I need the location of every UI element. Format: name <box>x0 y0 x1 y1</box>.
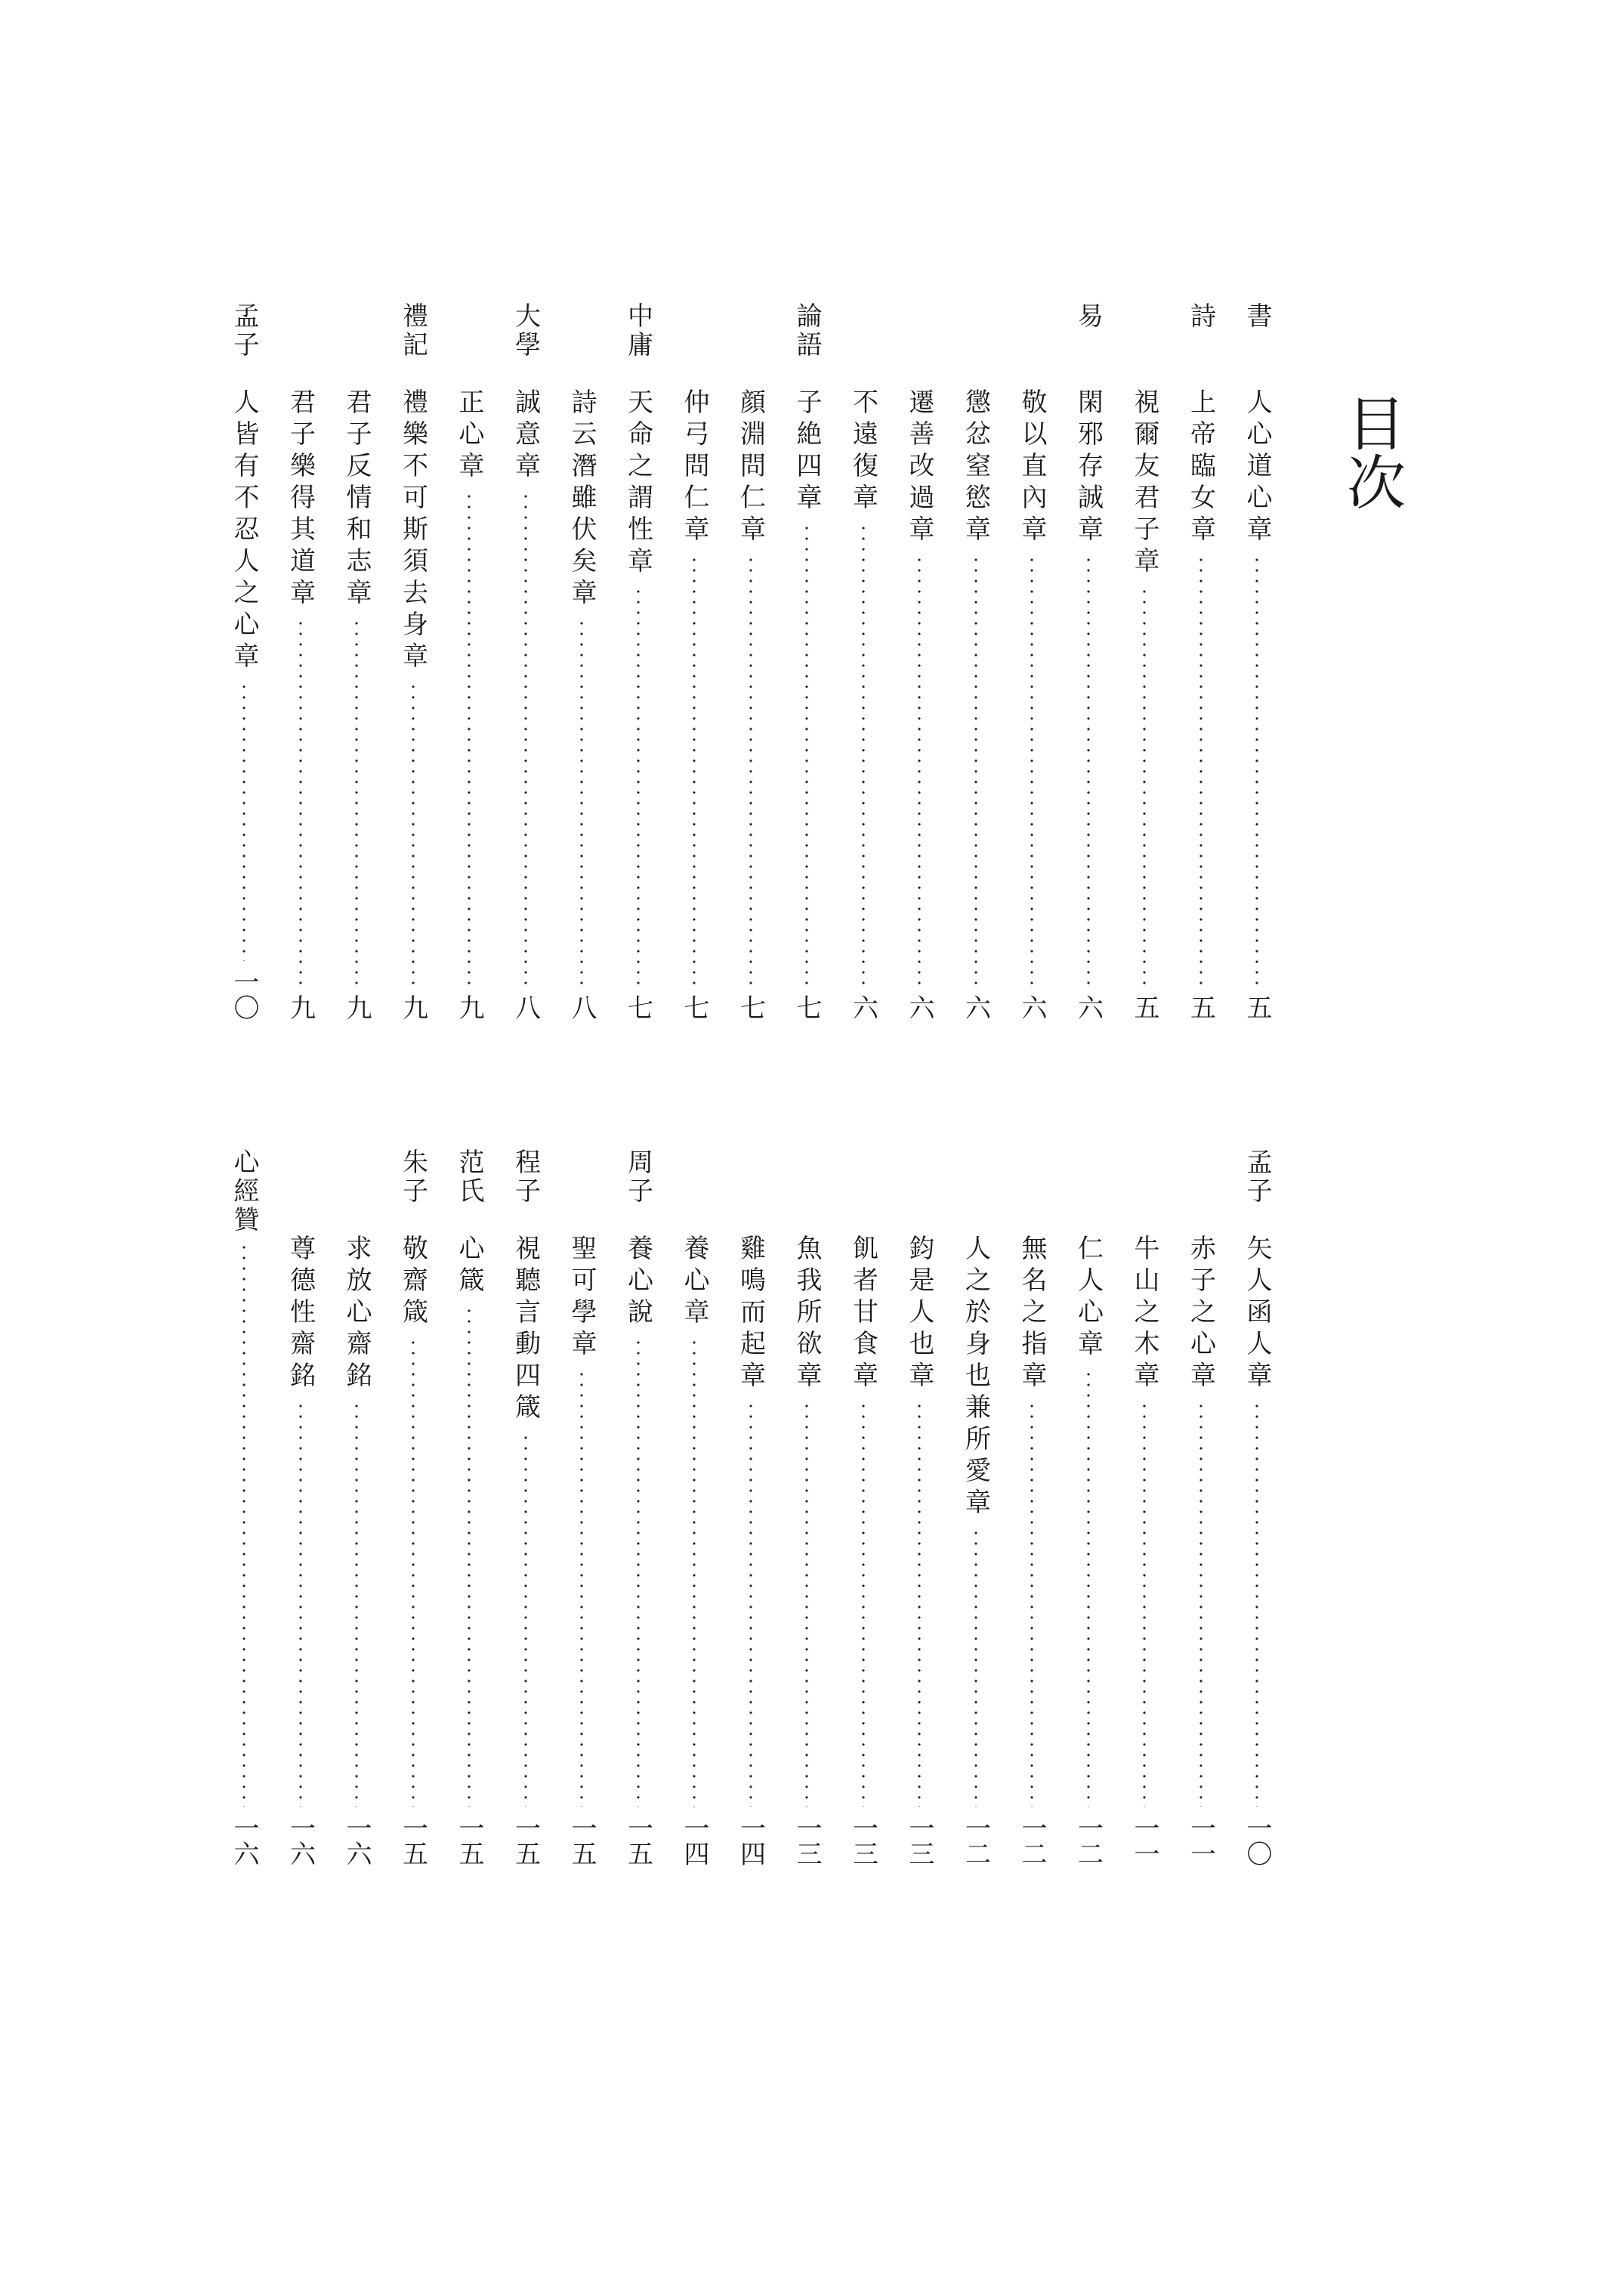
toc-entry <box>226 1148 262 1866</box>
toc-entry-title: 仲弓問仁章 <box>679 388 709 547</box>
toc-leader-dots <box>693 555 696 987</box>
toc-page-number: 一五 <box>454 1815 484 1866</box>
toc-entry-title: 禮樂不可斯須去身章 <box>397 388 428 674</box>
toc-leader-dots <box>1199 1401 1203 1807</box>
toc-entry <box>226 302 262 1020</box>
toc-entry <box>563 1148 600 1866</box>
toc-page-number: 六 <box>960 994 991 1020</box>
toc-entry <box>1239 1148 1275 1866</box>
toc-entry-title: 魚我所欲章 <box>792 1235 822 1393</box>
toc-entry-title: 閑邪存誠章 <box>1073 388 1104 547</box>
toc-entry-title: 聖可學章 <box>567 1235 597 1361</box>
toc-entry <box>283 302 319 1020</box>
toc-page-number: 一四 <box>679 1815 709 1866</box>
toc-page-number: 五 <box>1242 994 1272 1020</box>
toc-entry-title: 敬齋箴 <box>397 1235 428 1330</box>
toc-leader-dots <box>299 618 302 987</box>
toc-page-number: 六 <box>904 994 934 1020</box>
toc-page-number: 九 <box>285 994 316 1020</box>
toc-section-label: 心經贊 <box>229 1148 259 1235</box>
toc-leader-dots <box>580 618 583 987</box>
toc-leader-dots <box>1199 555 1203 987</box>
toc-section-label: 詩 <box>1185 302 1216 331</box>
toc-entry-title: 天命之謂性章 <box>622 388 653 579</box>
toc-leader-dots <box>468 491 471 987</box>
toc-entry-title: 赤子之心章 <box>1185 1235 1216 1393</box>
toc-entry-title: 人之於身也兼所愛章 <box>960 1235 991 1520</box>
toc-leader-dots <box>805 523 808 987</box>
toc-entry <box>1014 1148 1050 1866</box>
toc-page-number: 一一 <box>1129 1815 1159 1866</box>
toc-leader-dots <box>1143 1401 1146 1807</box>
toc-entry-title: 養心章 <box>679 1235 709 1330</box>
toc-entry-title: 雞鳴而起章 <box>735 1235 766 1393</box>
toc-page-number: 七 <box>622 994 653 1020</box>
toc-entry-title: 心箴 <box>454 1235 484 1298</box>
toc-leader-dots <box>749 1401 752 1807</box>
toc-page-number: 一六 <box>285 1815 316 1866</box>
toc-entry <box>901 1148 937 1866</box>
toc-entry-title: 不遠復章 <box>848 388 878 515</box>
toc-entry <box>676 1148 712 1866</box>
toc-section-label: 論語 <box>792 302 822 360</box>
toc-page-number: 六 <box>1073 994 1104 1020</box>
toc-entry-title: 人皆有不忍人之心章 <box>229 388 259 674</box>
toc-section-label: 孟子 <box>1242 1148 1272 1206</box>
toc-entry <box>676 302 712 1020</box>
toc-page-number: 一六 <box>341 1815 372 1866</box>
toc-entry-title: 仁人心章 <box>1073 1235 1104 1361</box>
toc-entry <box>901 302 937 1020</box>
toc-page-number: 七 <box>792 994 822 1020</box>
toc-page-number: 一四 <box>735 1815 766 1866</box>
toc-entry <box>395 302 431 1020</box>
toc-page-number: 一二 <box>960 1815 991 1866</box>
toc-page-number: 八 <box>510 994 541 1020</box>
toc-page-number: 七 <box>735 994 766 1020</box>
toc-entry <box>451 302 487 1020</box>
toc-leader-dots <box>974 1528 977 1807</box>
toc-entry <box>1126 1148 1162 1866</box>
toc-leader-dots <box>355 1401 358 1807</box>
toc-entry <box>958 302 994 1020</box>
toc-page-number: 一五 <box>622 1815 653 1866</box>
toc-section-label: 孟子 <box>229 302 259 360</box>
toc-entry <box>1070 1148 1107 1866</box>
toc-entry <box>845 302 881 1020</box>
toc-entry <box>789 1148 825 1866</box>
toc-page-number: 一五 <box>567 1815 597 1866</box>
toc-page-number: 一三 <box>792 1815 822 1866</box>
toc-entry-title: 求放心齋銘 <box>341 1235 372 1393</box>
toc-entry-title: 視爾友君子章 <box>1129 388 1159 579</box>
toc-entry <box>958 1148 994 1866</box>
toc-leader-dots <box>1255 555 1258 987</box>
toc-entry-title: 養心說 <box>622 1235 653 1330</box>
toc-entry-title: 上帝臨女章 <box>1185 388 1216 547</box>
toc-leader-dots <box>242 681 245 961</box>
toc-page-number: 一五 <box>397 1815 428 1866</box>
toc-entry-title: 尊德性齋銘 <box>285 1235 316 1393</box>
toc-leader-dots <box>974 555 977 987</box>
toc-entry <box>395 1148 431 1866</box>
toc-leader-dots <box>1255 1401 1258 1807</box>
toc-leader-dots <box>355 618 358 987</box>
toc-entry-title: 懲忿窒慾章 <box>960 388 991 547</box>
toc-leader-dots <box>749 555 752 987</box>
toc-entry <box>1239 302 1275 1020</box>
toc-entry-title: 子絶四章 <box>792 388 822 515</box>
toc-leader-dots <box>524 491 527 987</box>
toc-entry <box>1183 1148 1219 1866</box>
toc-entry <box>789 302 825 1020</box>
toc-leader-dots <box>412 1337 415 1807</box>
toc-entry <box>338 302 375 1020</box>
toc-entry-title: 矢人函人章 <box>1242 1235 1272 1393</box>
toc-page-number: 一三 <box>904 1815 934 1866</box>
toc-section-label: 周子 <box>622 1148 653 1206</box>
toc-page-number: 七 <box>679 994 709 1020</box>
toc-section-label: 范氏 <box>454 1148 484 1206</box>
toc-section-label: 禮記 <box>397 302 428 360</box>
toc-leader-dots <box>637 1337 640 1807</box>
toc-page-number: 一六 <box>229 1815 259 1866</box>
toc-entry <box>1070 302 1107 1020</box>
toc-entry <box>620 1148 656 1866</box>
toc-page-number: 一一 <box>1185 1815 1216 1866</box>
toc-entry-title: 飢者甘食章 <box>848 1235 878 1393</box>
toc-page-number: 一三 <box>848 1815 878 1866</box>
toc-leader-dots <box>1087 555 1090 987</box>
toc-leader-dots <box>862 1401 865 1807</box>
toc-entry <box>451 1148 487 1866</box>
toc-entry <box>1183 302 1219 1020</box>
toc-leader-dots <box>242 1242 245 1807</box>
toc-leader-dots <box>693 1337 696 1807</box>
toc-leader-dots <box>637 586 640 987</box>
toc-section-label: 易 <box>1073 302 1104 331</box>
toc-section-label: 朱子 <box>397 1148 428 1206</box>
toc-section-label: 大學 <box>510 302 541 360</box>
toc-entry <box>508 302 544 1020</box>
toc-page-number: 一二 <box>1017 1815 1047 1866</box>
toc-leader-dots <box>524 1432 527 1807</box>
toc-leader-dots <box>918 555 921 987</box>
toc-section-label: 程子 <box>510 1148 541 1206</box>
toc-leader-dots <box>862 523 865 987</box>
toc-page-number: 一二 <box>1073 1815 1104 1866</box>
toc-leader-dots <box>468 1306 471 1807</box>
toc-entry <box>508 1148 544 1866</box>
toc-entry <box>620 302 656 1020</box>
toc-page-number: 五 <box>1185 994 1216 1020</box>
toc-leader-dots <box>1030 1401 1033 1807</box>
toc-page-number: 九 <box>454 994 484 1020</box>
toc-section-label: 中庸 <box>622 302 653 360</box>
toc-section-label: 書 <box>1242 302 1272 331</box>
toc-page-number: 八 <box>567 994 597 1020</box>
toc-page-number: 一〇 <box>1242 1815 1272 1866</box>
toc-entry <box>733 1148 769 1866</box>
toc-leader-dots <box>299 1401 302 1807</box>
toc-page-number: 六 <box>1017 994 1047 1020</box>
page-title: 目次 <box>1337 393 1405 511</box>
toc-entry <box>845 1148 881 1866</box>
toc-entry-title: 鈞是人也章 <box>904 1235 934 1393</box>
toc-entry-title: 顔淵問仁章 <box>735 388 766 547</box>
toc-page-number: 一〇 <box>229 969 259 1020</box>
toc-entry <box>1014 302 1050 1020</box>
toc-leader-dots <box>805 1401 808 1807</box>
toc-entry <box>283 1148 319 1866</box>
toc-leader-dots <box>1087 1369 1090 1807</box>
toc-entry-title: 敬以直內章 <box>1017 388 1047 547</box>
toc-entry-title: 視聽言動四箴 <box>510 1235 541 1425</box>
toc-page-number: 九 <box>397 994 428 1020</box>
toc-entry-title: 正心章 <box>454 388 484 484</box>
toc-entry <box>563 302 600 1020</box>
toc-entry-title: 無名之指章 <box>1017 1235 1047 1393</box>
toc-entry-title: 君子樂得其道章 <box>285 388 316 610</box>
toc-entry <box>338 1148 375 1866</box>
toc-entry-title: 詩云潛雖伏矣章 <box>567 388 597 610</box>
toc-entry-title: 誠意章 <box>510 388 541 484</box>
toc-page-number: 九 <box>341 994 372 1020</box>
toc-entry-title: 遷善改過章 <box>904 388 934 547</box>
toc-leader-dots <box>1030 555 1033 987</box>
toc-leader-dots <box>1143 586 1146 987</box>
toc-entry <box>1126 302 1162 1020</box>
toc-entry-title: 君子反情和志章 <box>341 388 372 610</box>
toc-leader-dots <box>580 1369 583 1807</box>
toc-entry <box>733 302 769 1020</box>
toc-leader-dots <box>412 681 415 987</box>
toc-page-number: 五 <box>1129 994 1159 1020</box>
toc-entry-title: 牛山之木章 <box>1129 1235 1159 1393</box>
toc-entry-title: 人心道心章 <box>1242 388 1272 547</box>
toc-leader-dots <box>918 1401 921 1807</box>
toc-page-number: 六 <box>848 994 878 1020</box>
toc-page-number: 一五 <box>510 1815 541 1866</box>
